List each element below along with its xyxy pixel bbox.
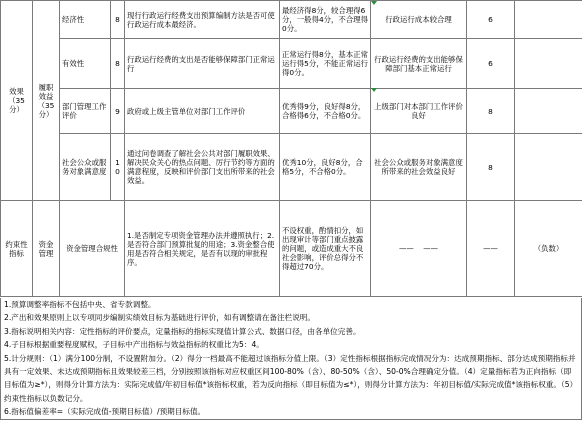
note-item: 6.指标值偏差率=（实际完成值-预期目标值）/预期目标值。 [4,407,206,417]
scoring-standard: 最经济得8分，较合理得6分，一般得4分，不合理得0分。 [280,1,371,39]
table-row [1,1,582,39]
remarks-cell [515,89,582,134]
indicator-name: 社会公众或服务对象满意度 [60,134,111,201]
indicator-definition: 政府或上级主管单位对部门工作评价 [125,89,280,134]
indicator-score: 6 [467,1,515,39]
constraint-actual-dash: —— [423,244,438,253]
cell-comment-marker [371,88,377,92]
indicator-definition: 行政运行经费的支出是否能够保障部门正常运行 [125,39,280,89]
table-row [1,89,582,134]
indicator-score: 6 [467,39,515,89]
indicator-weight: 10 [111,134,125,201]
scoring-standard: 优秀得9分，良好得8分，合格得6分，不合格0分。 [280,89,371,134]
target-value: 社会公众或服务对象满意度所带来的社会效益良好 [371,134,467,201]
constraint-second-level: 资金管理 [33,201,60,297]
indicator-definition: 通过问卷调查了解社会公共对部门履职效果、解决民众关心的热点问题、厉行节约等方面的满意程度，反映和评价部门支出所带来的社会效益。 [125,134,280,201]
table-row [1,39,582,89]
table-row [1,134,582,201]
constraint-extra: —— [467,201,515,297]
constraint-target [371,201,467,297]
indicator-name: 部门管理工作评价 [60,89,111,134]
note-item: 5.计分规则：（1）满分100分制，不设置附加分。（2）得分一档最高不能超过该指标分值上限。（3）定性指标根据指标完成情况分为：达成预期指标、部分达成预期指标并具有一定效果、未达成预期指标且效果较差三档，分别按照该指标对应权重区间100-80%（含）、80-50%（含）、50-0%合理确定分值。（4）定量指标若为正向指标（即目标值为≥*），则得分计算方法为：实际完成值/年初目标值*该指标权重，若为反向指标（即目标值为≤*），则得分计算方法为：年初目标值/实际完成值*该指标权重。（5）约束性指标以负数记分。 [4,353,578,403]
indicator-score: 8 [467,89,515,134]
target-value: 行政运行成本较合理 [371,1,467,39]
second-level-label: 履职效益 [38,82,54,101]
constraint-target-dash: —— [399,244,414,253]
indicator-weight: 8 [111,1,125,39]
second-level-cell [33,1,60,201]
constraint-definition: 1.是否制定专项资金管理办法并遵照执行；2.是否符合部门预算批复的用途；3.资金整合使用是否符合相关规定，是否有以现的审批程序。 [125,201,280,297]
target-value: 上级部门对本部门工作评价良好 [371,89,467,134]
indicator-weight: 9 [111,89,125,134]
indicator-weight: 8 [111,39,125,89]
second-level-weight: （35分） [37,100,55,119]
indicator-definition: 现行行政运行经费支出预算编制方法是否可使行政运行成本最经济。 [125,1,280,39]
indicator-name: 经济性 [60,1,111,39]
constraint-indicator: 资金管理合规性 [60,201,125,297]
remarks-cell [515,134,582,201]
notes-section [0,298,582,420]
note-item: 2.产出和效果原则上以专项同步编制实绩效目标为基础进行评价，如有调整请在备注栏说明。 [4,313,315,323]
scoring-standard: 正常运行得8分，基本正常运行得5分，不能正常运行得0分。 [280,39,371,89]
indicator-name: 有效性 [60,39,111,89]
scoring-standard: 优秀10分，良好8分，合格5分，不合格0分。 [280,134,371,201]
note-item: 1.预算调整率指标不包括中央、省专款调整。 [4,300,156,309]
first-level-label: 效果 [9,87,24,96]
table-row [1,201,582,297]
note-item: 3.指标说明相关内容：定性指标的评价要点，定量指标的指标实现值计算公式、数据口径，由各单位完善。 [4,326,361,336]
cell-comment-marker [371,1,377,5]
constraint-score: （负数） [515,201,582,297]
first-level-weight: （35分） [8,96,25,114]
note-item: 4.子目标根据重要程度赋权，子目标中产出指标与效益指标的权重比为5：4。 [4,340,264,350]
remarks-cell [515,39,582,89]
first-level-cell [1,1,33,201]
indicator-score: 8 [467,134,515,201]
remarks-cell [515,1,582,39]
constraint-standard: 不设权重，酌情扣分，如出现审计等部门重点披露的问题，或造成重大不良社会影响，评价总得分不得超过70分。 [280,201,371,297]
constraint-label: 约束性指标 [1,201,33,297]
target-value: 行政运行经费的支出能够保障部门基本正常运行 [371,39,467,89]
